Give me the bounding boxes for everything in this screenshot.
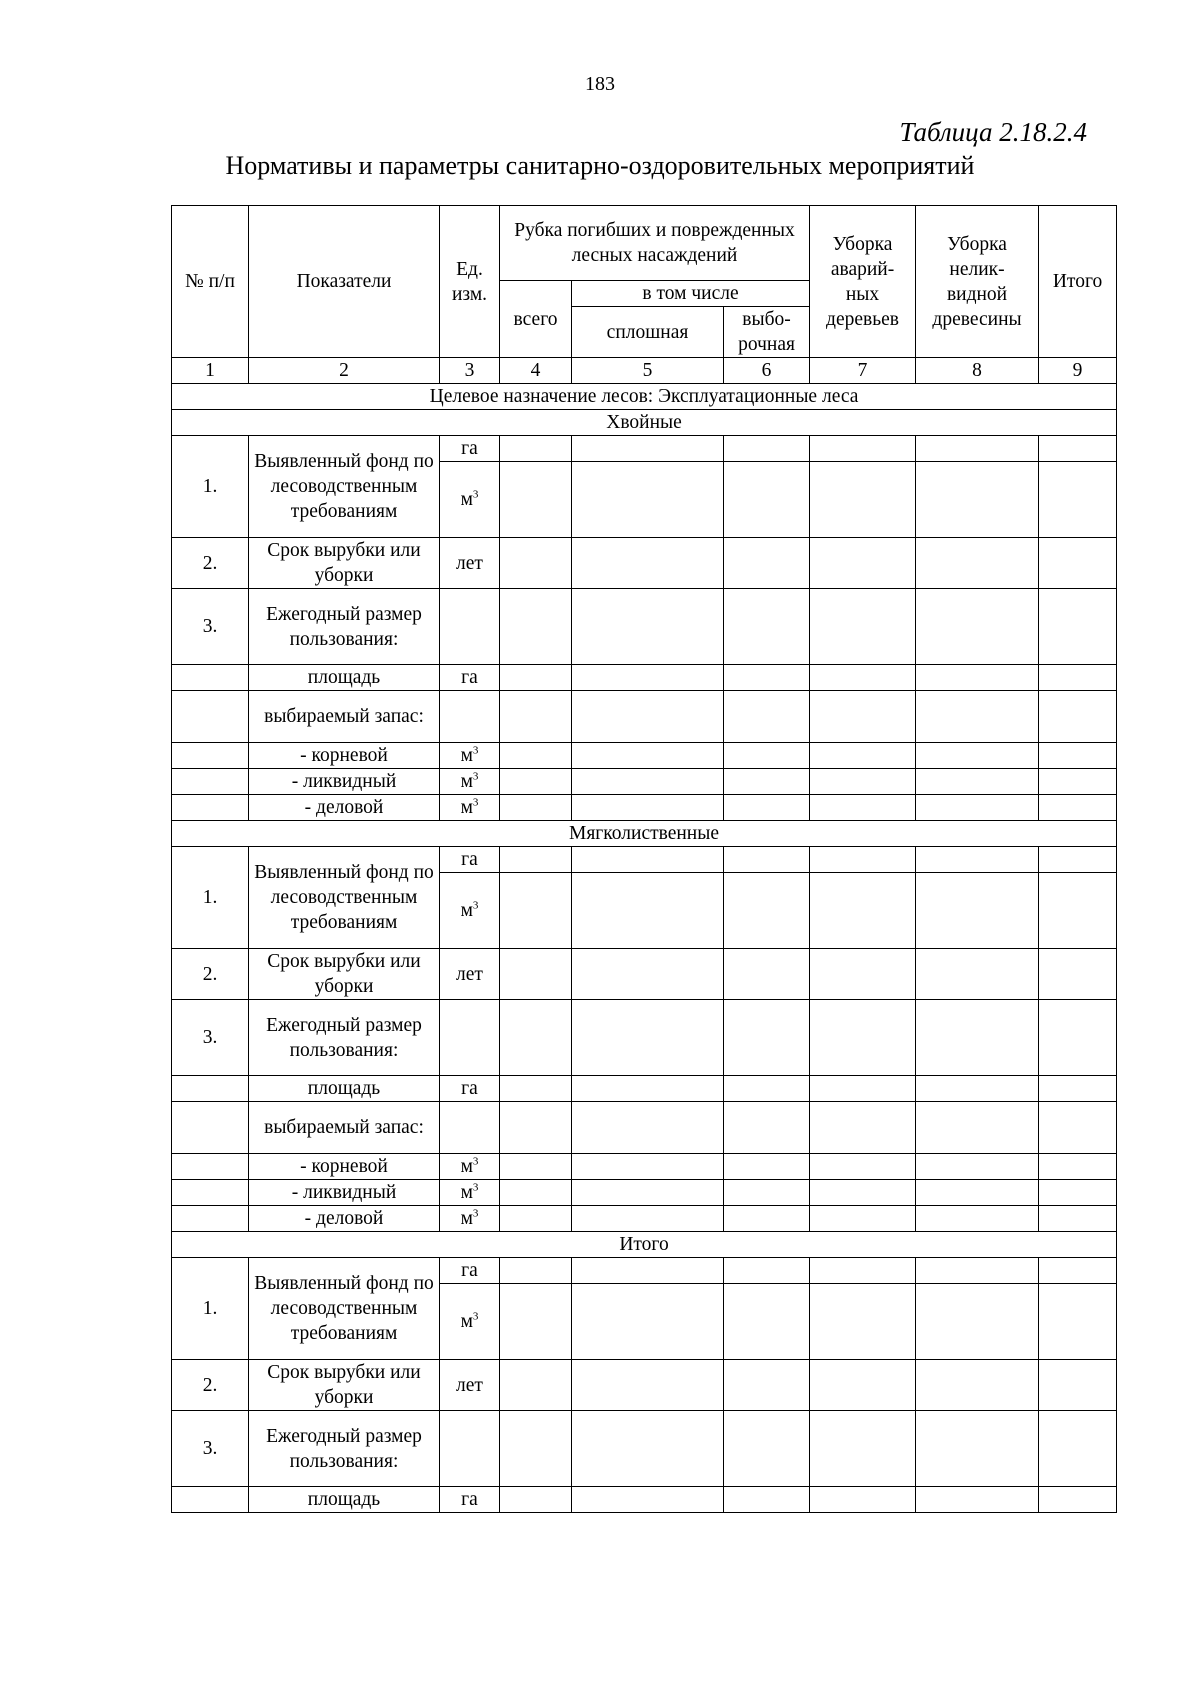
row-label: Выявленный фонд по лесоводственным требованиям [249, 847, 440, 949]
row-number: 3. [172, 589, 249, 665]
data-cell [572, 1076, 724, 1102]
col-number: 2 [249, 358, 440, 384]
data-cell [500, 691, 572, 743]
data-cell [916, 1258, 1039, 1284]
data-cell [500, 1000, 572, 1076]
row-unit: га [440, 436, 500, 462]
row-unit [440, 1411, 500, 1487]
section-title: Хвойные [172, 410, 1117, 436]
data-cell [1039, 1360, 1117, 1411]
data-cell [724, 873, 810, 949]
data-cell [572, 1000, 724, 1076]
data-cell [572, 847, 724, 873]
table-row [172, 538, 1117, 589]
row-number [172, 769, 249, 795]
row-label: - корневой [249, 1154, 440, 1180]
data-cell [572, 1360, 724, 1411]
data-cell [810, 949, 916, 1000]
table-row [172, 1154, 1117, 1180]
row-unit [440, 589, 500, 665]
data-cell [500, 436, 572, 462]
row-unit [440, 691, 500, 743]
data-cell [724, 1360, 810, 1411]
data-cell [810, 1076, 916, 1102]
data-cell [572, 1284, 724, 1360]
data-cell [1039, 949, 1117, 1000]
row-unit: $м^3$ [440, 1180, 500, 1206]
data-cell [724, 1258, 810, 1284]
data-cell [724, 1102, 810, 1154]
row-unit: га [440, 847, 500, 873]
row-unit: $м^3$ [440, 795, 500, 821]
data-cell [810, 538, 916, 589]
col-number: 7 [810, 358, 916, 384]
col-number: 4 [500, 358, 572, 384]
table-row [172, 769, 1117, 795]
row-unit: $м^3$ [440, 1154, 500, 1180]
table-row [172, 1258, 1117, 1284]
table-row [172, 743, 1117, 769]
data-cell [916, 1102, 1039, 1154]
data-cell [500, 1102, 572, 1154]
row-label: Ежегодный размер пользования: [249, 1000, 440, 1076]
data-cell [500, 1258, 572, 1284]
row-label: - деловой [249, 1206, 440, 1232]
data-cell [500, 665, 572, 691]
row-label: - ликвидный [249, 1180, 440, 1206]
row-unit [440, 1102, 500, 1154]
data-cell [572, 769, 724, 795]
data-cell [500, 795, 572, 821]
data-cell [724, 847, 810, 873]
col-number: 1 [172, 358, 249, 384]
table-row [172, 1076, 1117, 1102]
table-row [172, 1360, 1117, 1411]
data-cell [1039, 589, 1117, 665]
table-row [172, 847, 1117, 873]
row-unit: га [440, 1076, 500, 1102]
data-cell [572, 1154, 724, 1180]
data-cell [810, 462, 916, 538]
row-unit: $м^3$ [440, 1206, 500, 1232]
row-number: 3. [172, 1000, 249, 1076]
row-unit: га [440, 665, 500, 691]
row-unit: га [440, 1487, 500, 1513]
data-cell [500, 1180, 572, 1206]
table-row [172, 691, 1117, 743]
data-cell [1039, 1180, 1117, 1206]
row-number [172, 743, 249, 769]
data-cell [724, 1076, 810, 1102]
data-cell [572, 1102, 724, 1154]
table-row [172, 1102, 1117, 1154]
data-cell [916, 769, 1039, 795]
row-unit: $м^3$ [440, 769, 500, 795]
data-cell [810, 665, 916, 691]
data-cell [724, 795, 810, 821]
table-row [172, 949, 1117, 1000]
data-cell [1039, 1411, 1117, 1487]
data-cell [500, 1154, 572, 1180]
data-cell [500, 1360, 572, 1411]
table-row [172, 1411, 1117, 1487]
page-number: 183 [585, 73, 615, 95]
row-label: Выявленный фонд по лесоводственным требованиям [249, 1258, 440, 1360]
data-cell [572, 1258, 724, 1284]
table-row [172, 1206, 1117, 1232]
purpose-row [172, 384, 1117, 410]
row-number [172, 1154, 249, 1180]
col-number: 9 [1039, 358, 1117, 384]
data-cell [810, 1000, 916, 1076]
document-title: Нормативы и параметры санитарно-оздоровительных мероприятий [225, 151, 975, 180]
data-cell [572, 873, 724, 949]
row-unit: лет [440, 538, 500, 589]
row-number: 2. [172, 949, 249, 1000]
data-cell [1039, 1258, 1117, 1284]
data-cell [916, 1411, 1039, 1487]
data-cell [500, 538, 572, 589]
row-label: площадь [249, 1076, 440, 1102]
table-label: Таблица 2.18.2.4 [899, 117, 1087, 147]
data-cell [916, 1180, 1039, 1206]
data-cell [810, 769, 916, 795]
data-cell [916, 847, 1039, 873]
row-number: 2. [172, 1360, 249, 1411]
data-cell [500, 1206, 572, 1232]
row-number: 1. [172, 436, 249, 538]
data-cell [572, 665, 724, 691]
data-cell [572, 1487, 724, 1513]
table-row [172, 589, 1117, 665]
data-cell [724, 462, 810, 538]
data-cell [724, 1284, 810, 1360]
row-label: Срок вырубки или уборки [249, 949, 440, 1000]
table-row [172, 436, 1117, 462]
data-cell [1039, 1000, 1117, 1076]
header-uborka-avariynyh: Уборка аварий- ных деревьев [810, 206, 916, 358]
col-number: 3 [440, 358, 500, 384]
data-cell [1039, 873, 1117, 949]
data-cell [500, 1076, 572, 1102]
data-cell [500, 1487, 572, 1513]
row-label: - деловой [249, 795, 440, 821]
column-numbers-row [172, 358, 1117, 384]
row-number [172, 691, 249, 743]
data-cell [724, 1206, 810, 1232]
row-unit: $м^3$ [440, 1284, 500, 1360]
data-cell [810, 691, 916, 743]
row-label: Срок вырубки или уборки [249, 1360, 440, 1411]
row-number [172, 665, 249, 691]
section-title: Итого [172, 1232, 1117, 1258]
data-cell [572, 1411, 724, 1487]
header-num: № п/п [172, 206, 249, 358]
data-cell [1039, 665, 1117, 691]
data-cell [500, 1411, 572, 1487]
data-cell [916, 462, 1039, 538]
data-cell [916, 1076, 1039, 1102]
data-cell [810, 1284, 916, 1360]
row-number: 1. [172, 847, 249, 949]
data-cell [810, 795, 916, 821]
row-label: - ликвидный [249, 769, 440, 795]
data-cell [916, 743, 1039, 769]
data-cell [500, 1284, 572, 1360]
row-label: Выявленный фонд по лесоводственным требованиям [249, 436, 440, 538]
row-label: площадь [249, 1487, 440, 1513]
data-cell [572, 1180, 724, 1206]
row-number [172, 1180, 249, 1206]
data-cell [916, 1154, 1039, 1180]
purpose-label: Целевое назначение лесов: Эксплуатационные леса [172, 384, 1117, 410]
data-cell [500, 949, 572, 1000]
data-cell [916, 1206, 1039, 1232]
row-number: 2. [172, 538, 249, 589]
data-cell [572, 949, 724, 1000]
col-number: 5 [572, 358, 724, 384]
table-row [172, 795, 1117, 821]
row-number [172, 1076, 249, 1102]
data-cell [724, 743, 810, 769]
header-v-tom-chisle: в том числе [572, 281, 810, 307]
header-unit: Ед. изм. [440, 206, 500, 358]
data-cell [810, 1487, 916, 1513]
header-rubka: Рубка погибших и поврежденных лесных насаждений [500, 206, 810, 281]
data-cell [1039, 1487, 1117, 1513]
data-cell [810, 847, 916, 873]
data-cell [724, 589, 810, 665]
table-row [172, 665, 1117, 691]
row-number [172, 1487, 249, 1513]
row-number [172, 1206, 249, 1232]
data-cell [810, 1258, 916, 1284]
data-cell [500, 873, 572, 949]
row-label: - корневой [249, 743, 440, 769]
data-cell [724, 1000, 810, 1076]
row-number: 3. [172, 1411, 249, 1487]
data-cell [916, 949, 1039, 1000]
header-vyborochnaya: выбо- рочная [724, 307, 810, 358]
row-unit: га [440, 1258, 500, 1284]
data-cell [916, 538, 1039, 589]
data-cell [1039, 1206, 1117, 1232]
data-cell [572, 795, 724, 821]
header-vsego: всего [500, 281, 572, 358]
data-cell [572, 538, 724, 589]
header-uborka-nelikvidnoy: Уборка нелик- видной древесины [916, 206, 1039, 358]
row-unit [440, 1000, 500, 1076]
data-cell [500, 769, 572, 795]
data-cell [1039, 462, 1117, 538]
row-unit: $м^3$ [440, 873, 500, 949]
data-cell [916, 589, 1039, 665]
data-cell [572, 1206, 724, 1232]
data-cell [500, 589, 572, 665]
data-cell [724, 1487, 810, 1513]
section-title-row [172, 1232, 1117, 1258]
data-cell [810, 436, 916, 462]
row-label: Ежегодный размер пользования: [249, 1411, 440, 1487]
header-sploshnaya: сплошная [572, 307, 724, 358]
row-number [172, 1102, 249, 1154]
data-cell [1039, 743, 1117, 769]
section-title: Мягколиственные [172, 821, 1117, 847]
data-cell [810, 1360, 916, 1411]
data-cell [724, 436, 810, 462]
data-cell [1039, 1284, 1117, 1360]
data-cell [916, 665, 1039, 691]
row-label: площадь [249, 665, 440, 691]
data-cell [916, 436, 1039, 462]
data-cell [724, 1154, 810, 1180]
data-cell [916, 1000, 1039, 1076]
data-cell [724, 665, 810, 691]
section-title-row [172, 821, 1117, 847]
data-cell [1039, 538, 1117, 589]
header-indicators: Показатели [249, 206, 440, 358]
data-cell [724, 949, 810, 1000]
data-cell [916, 1284, 1039, 1360]
data-cell [1039, 795, 1117, 821]
header-row-1 [172, 206, 1117, 281]
row-number: 1. [172, 1258, 249, 1360]
table-row [172, 1487, 1117, 1513]
data-cell [500, 743, 572, 769]
data-cell [810, 589, 916, 665]
col-number: 6 [724, 358, 810, 384]
data-cell [500, 462, 572, 538]
data-cell [810, 1102, 916, 1154]
data-cell [724, 1180, 810, 1206]
header-itogo: Итого [1039, 206, 1117, 358]
data-cell [572, 589, 724, 665]
table-row [172, 1180, 1117, 1206]
row-unit: лет [440, 1360, 500, 1411]
data-cell [1039, 691, 1117, 743]
data-cell [724, 769, 810, 795]
section-title-row [172, 410, 1117, 436]
data-cell [810, 743, 916, 769]
data-cell [916, 873, 1039, 949]
row-label: Срок вырубки или уборки [249, 538, 440, 589]
data-cell [916, 1360, 1039, 1411]
data-cell [1039, 769, 1117, 795]
data-cell [1039, 436, 1117, 462]
data-cell [916, 795, 1039, 821]
data-cell [1039, 1076, 1117, 1102]
row-label: выбираемый запас: [249, 691, 440, 743]
data-cell [916, 691, 1039, 743]
data-cell [572, 436, 724, 462]
data-cell [810, 1154, 916, 1180]
data-cell [724, 538, 810, 589]
table-row [172, 1000, 1117, 1076]
data-cell [500, 847, 572, 873]
norms-table [171, 205, 1117, 1513]
data-cell [810, 1180, 916, 1206]
data-cell [572, 462, 724, 538]
data-cell [572, 691, 724, 743]
data-cell [1039, 847, 1117, 873]
data-cell [724, 691, 810, 743]
row-unit: лет [440, 949, 500, 1000]
row-unit: $м^3$ [440, 743, 500, 769]
col-number: 8 [916, 358, 1039, 384]
row-label: Ежегодный размер пользования: [249, 589, 440, 665]
data-cell [810, 1206, 916, 1232]
data-cell [572, 743, 724, 769]
data-cell [1039, 1154, 1117, 1180]
row-label: выбираемый запас: [249, 1102, 440, 1154]
row-unit: $м^3$ [440, 462, 500, 538]
data-cell [724, 1411, 810, 1487]
data-cell [1039, 1102, 1117, 1154]
data-cell [916, 1487, 1039, 1513]
data-cell [810, 873, 916, 949]
row-number [172, 795, 249, 821]
data-cell [810, 1411, 916, 1487]
